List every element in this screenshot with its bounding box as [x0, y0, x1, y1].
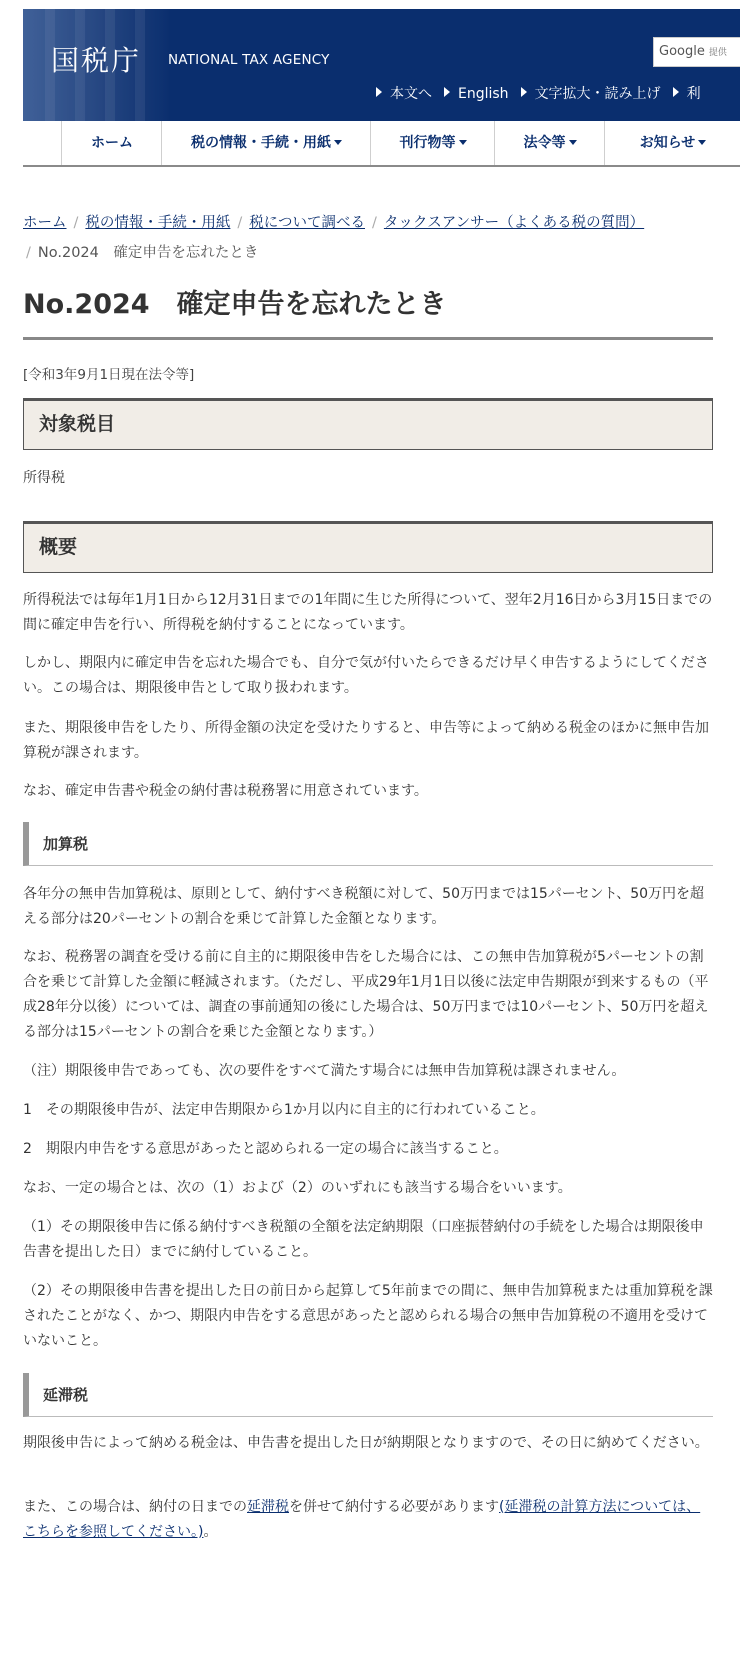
breadcrumb-research[interactable]: 税について調べる: [249, 215, 365, 231]
nav-item-laws-label: 法令等: [523, 135, 566, 151]
google-search-box[interactable]: [653, 37, 740, 67]
kasanzei-paragraph: なお、税務署の調査を受ける前に自主的に期限後申告をした場合には、この無申告加算税が5パーセントの割合を乗じて計算した金額に軽減されます。（ただし、平成29年1月1日以後に法定申告期限が到来するもの（平成28年分以後）については、調査の事前通知の後にした場合は、50万円までは10パーセント、50万円を超える部分は15パーセントの割合を乗じた金額となります。）: [23, 949, 709, 1040]
kasanzei-condition-1: 1 その期限後申告が、法定申告期限から1か月以内に自主的に行われていること。: [23, 1102, 545, 1118]
breadcrumb-current: No.2024 確定申告を忘れたとき: [37, 245, 259, 261]
kasanzei-paragraph: なお、一定の場合とは、次の（1）および（2）のいずれにも該当する場合をいいます。: [23, 1180, 572, 1196]
as-of-date: [令和3年9月1日現在法令等]: [23, 367, 195, 383]
entaizei-calculation-link[interactable]: (延滞税の計算方法については、こちらを参照してください。): [23, 1499, 701, 1540]
util-link-accessibility[interactable]: 文字拡大・読み上げ: [521, 83, 661, 103]
kasanzei-note: （注）期限後申告であっても、次の要件をすべて満たす場合には無申告加算税は課されません。: [23, 1063, 626, 1079]
breadcrumb-home[interactable]: ホーム: [23, 215, 67, 231]
kasanzei-item-2: （2）その期限後申告書を提出した日の前日から起算して5年前までの間に、無申告加算税または重加算税を課されたことがなく、かつ、期限内申告をする意思があったと認められる場合の無申告加算税の不適用を受けていないこと。: [23, 1283, 713, 1349]
chevron-down-icon: [334, 140, 342, 145]
util-link-main-content[interactable]: 本文へ: [376, 83, 432, 103]
global-nav: [23, 121, 740, 167]
kasanzei-condition-2: 2 期限内申告をする意思があったと認められる一定の場合に該当すること。: [23, 1141, 508, 1157]
page-title: No.2024 確定申告を忘れたとき: [23, 282, 713, 340]
overview-paragraph: また、期限後申告をしたり、所得金額の決定を受けたりすると、申告等によって納める税金のほかに無申告加算税が課されます。: [23, 720, 709, 761]
site-header: [23, 9, 740, 121]
breadcrumb: [23, 208, 703, 268]
chevron-down-icon: [459, 140, 467, 145]
chevron-down-icon: [569, 140, 577, 145]
nav-item-laws[interactable]: [494, 121, 605, 165]
nav-item-tax-info[interactable]: [161, 121, 371, 165]
chevron-down-icon: [698, 140, 706, 145]
util-link-english[interactable]: English: [444, 86, 509, 102]
site-logo-en: NATIONAL TAX AGENCY: [168, 52, 330, 68]
google-sub: 提供: [708, 48, 727, 58]
section-heading-overview: 概要: [23, 521, 713, 573]
nav-item-home[interactable]: [61, 121, 162, 165]
section-heading-target: 対象税目: [23, 398, 713, 450]
target-tax-text: 所得税: [23, 470, 65, 486]
overview-paragraph: しかし、期限内に確定申告を忘れた場合でも、自分で気が付いたらできるだけ早く申告するようにしてください。この場合は、期限後申告として取り扱われます。: [23, 655, 709, 696]
google-brand: Google: [659, 44, 705, 59]
breadcrumb-separator: /: [73, 215, 79, 231]
nav-item-tax-info-label: 税の情報・手続・用紙: [191, 135, 331, 151]
entaizei-paragraph: 期限後申告によって納める税金は、申告書を提出した日が納期限となりますので、その日に納めてください。: [23, 1435, 709, 1451]
breadcrumb-separator: /: [26, 245, 31, 261]
subheading-kasanzei: 加算税: [23, 822, 713, 866]
entaizei-text: また、この場合は、納付の日までの: [23, 1499, 247, 1515]
entaizei-text: を併せて納付する必要があります: [289, 1499, 499, 1515]
nav-item-home-label: ホーム: [91, 135, 133, 151]
breadcrumb-separator: /: [372, 215, 377, 231]
util-link-more[interactable]: 利: [673, 83, 701, 103]
entaizei-text: 。: [203, 1524, 218, 1540]
kasanzei-item-1: （1）その期限後申告に係る納付すべき税額の全額を法定納期限（口座振替納付の手続をした場合は期限後申告書を提出した日）までに納付していること。: [23, 1219, 704, 1260]
nav-item-notices[interactable]: [604, 121, 740, 165]
utility-links: [376, 83, 713, 103]
entaizei-paragraph: [23, 1495, 713, 1545]
nav-item-publications-label: 刊行物等: [399, 135, 456, 151]
nav-item-publications[interactable]: [370, 121, 495, 165]
overview-paragraph: なお、確定申告書や税金の納付書は税務署に用意されています。: [23, 783, 428, 799]
entaizei-link[interactable]: 延滞税: [247, 1499, 289, 1515]
breadcrumb-tax-info[interactable]: 税の情報・手続・用紙: [85, 215, 231, 231]
kasanzei-paragraph: 各年分の無申告加算税は、原則として、納付すべき税額に対して、50万円までは15パーセント、50万円を超える部分は20パーセントの割合を乗じて計算した金額となります。: [23, 886, 705, 927]
nav-item-notices-label: お知らせ: [639, 135, 696, 151]
overview-paragraph: 所得税法では毎年1月1日から12月31日までの1年間に生じた所得について、翌年2月16日から3月15日までの間に確定申告を行い、所得税を納付することになっています。: [23, 592, 713, 633]
site-logo-jp[interactable]: 国税庁: [51, 44, 142, 77]
breadcrumb-tax-answer[interactable]: タックスアンサー（よくある税の質問）: [383, 215, 645, 231]
breadcrumb-separator: /: [237, 215, 243, 231]
subheading-entaizei: 延滞税: [23, 1373, 713, 1417]
